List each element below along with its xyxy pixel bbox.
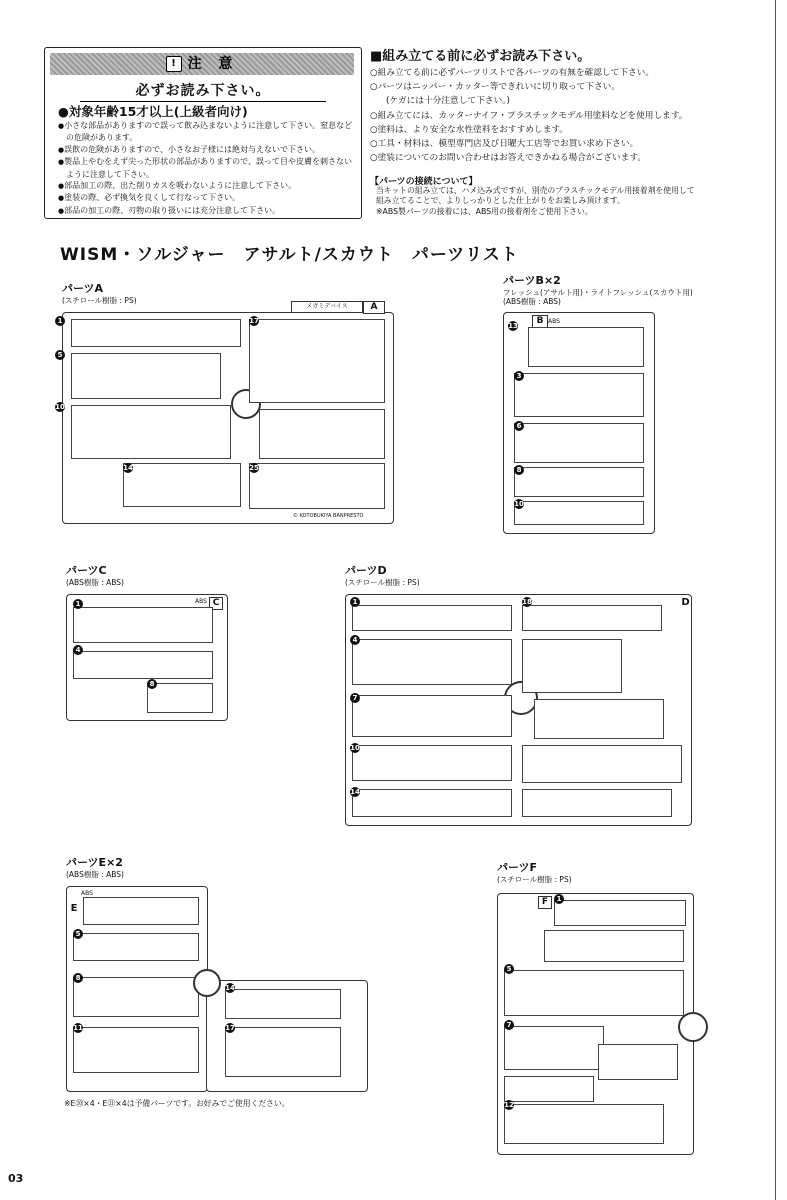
before-assembly-item: ○組み立てる前に必ずパーツリストで各パーツの有無を確認して下さい。	[370, 68, 655, 78]
sprue-a	[55, 302, 394, 524]
part-number-marker: 7	[504, 1020, 514, 1030]
before-assembly-item: ○塗料は、より安全な水性塗料をおすすめします。	[370, 124, 569, 135]
part-number-marker: 8	[73, 973, 83, 983]
caution-item: ● 小さな部品がありますので誤って飲み込まないように注意して下さい。窒息などの危険があります。	[58, 120, 356, 144]
sprue-b-desc: フレッシュ(アサルト用)・ライトフレッシュ(スカウト用)	[503, 288, 693, 297]
sprue-e-abs-mark: ABS	[81, 890, 93, 897]
age-notice: ●対象年齢15才以上(上級者向け)	[58, 104, 248, 119]
part-cell-block	[259, 409, 385, 459]
part-number-marker: 18	[522, 598, 532, 606]
part-number-marker: 4	[350, 635, 360, 645]
part-number-marker: 10	[55, 403, 65, 411]
sprue-c-label: パーツC	[66, 564, 107, 577]
part-number-marker: 3	[514, 371, 524, 381]
warning-triangle-icon: !	[166, 56, 182, 72]
connection-line: 当キットの組み立ては、ハメ込み式ですが、別売のプラスチックモデル用接着剤を使用して	[376, 186, 695, 195]
sprue-e-material: (ABS樹脂 : ABS)	[66, 870, 124, 879]
caution-item: ● 塗装の際、必ず換気を良くして行なって下さい。	[58, 192, 356, 204]
part-number-marker: 5	[55, 350, 65, 360]
part-number-marker: 7	[350, 693, 360, 703]
caution-title: 注 意	[187, 56, 239, 72]
sprue-gate-ring	[193, 969, 221, 997]
part-cell-row	[514, 467, 644, 497]
part-cell-row	[528, 327, 644, 367]
part-cell-row	[73, 1027, 199, 1073]
before-assembly-item: ○組み立てには、カッターナイフ・プラスチックモデル用塗料などを使用します。	[370, 110, 688, 121]
part-cell-row	[352, 789, 512, 817]
caution-item: ● 部品加工の際、出た削りカスを吸わないように注意して下さい。	[58, 180, 356, 192]
part-cell-row	[83, 897, 199, 925]
caution-item: ● 製品上やむをえず尖った形状の部品がありますので、誤って目や皮膚を刺さないように注意して下さい。	[58, 156, 356, 180]
caution-item: ● 誤飲の危険がありますので、小さなお子様には絶対与えないで下さい。	[58, 144, 356, 156]
part-cell-row	[554, 900, 686, 926]
sprue-c-material: (ABS樹脂 : ABS)	[66, 578, 124, 587]
before-assembly-item: (ケガには十分注意して下さい。)	[386, 96, 510, 107]
page-edge-line	[775, 0, 776, 1200]
part-cell-row	[504, 970, 684, 1016]
part-cell-row	[352, 639, 512, 685]
part-number-marker: 17	[249, 317, 259, 325]
part-number-marker: 10	[514, 500, 524, 508]
sprue-d-tag: D	[681, 597, 690, 608]
part-cell-row	[73, 977, 199, 1017]
before-assembly-list	[370, 66, 780, 165]
part-number-marker: 1	[55, 316, 65, 326]
before-assembly-item: ○工具・材料は、模型専門店及び日曜大工店等でお買い求め下さい。	[370, 139, 639, 150]
part-cell-row	[123, 463, 241, 507]
part-number-marker: 14	[350, 788, 360, 796]
part-number-marker: 6	[514, 421, 524, 431]
part-cell-row	[352, 745, 512, 781]
part-number-marker: 1	[73, 599, 83, 609]
parts-list-title: WISM・ソルジャー アサルト/スカウト パーツリスト	[60, 245, 519, 265]
part-cell-row	[73, 651, 213, 679]
part-cell-block	[249, 463, 385, 509]
part-number-marker: 4	[73, 645, 83, 655]
sprue-b-label: パーツB×2	[503, 274, 561, 287]
must-read-heading: 必ずお読み下さい。	[80, 80, 326, 102]
before-assembly-item: ○パーツはニッパー・カッター等できれいに切り取って下さい。	[370, 82, 621, 93]
part-cell-row	[504, 1026, 604, 1070]
sprue-d	[345, 594, 692, 826]
part-cell-block	[249, 319, 385, 403]
part-cell-row	[522, 789, 672, 817]
sprue-d-material: (スチロール樹脂 : PS)	[345, 578, 420, 587]
part-cell-row	[71, 319, 241, 347]
before-assembly-item: ○塗装についてのお問い合わせはお答えできかねる場合がございます。	[370, 153, 647, 164]
sprue-a-label: パーツA	[62, 282, 104, 295]
part-cell-row	[522, 639, 622, 693]
part-number-marker: 1	[350, 597, 360, 607]
page-number: 03	[8, 1172, 24, 1185]
part-number-marker: 8	[514, 465, 524, 475]
sprue-b-tag: B	[532, 315, 548, 328]
caution-list	[58, 120, 356, 217]
sprue-c-tag: C	[209, 597, 223, 610]
sprue-c-abs-mark: ABS	[195, 598, 207, 605]
part-number-marker: 5	[504, 964, 514, 974]
sprue-gate-ring	[678, 1012, 708, 1042]
caution-header	[50, 53, 354, 75]
sprue-b-material: (ABS樹脂 : ABS)	[503, 297, 561, 306]
part-cell-row	[225, 989, 341, 1019]
part-number-marker: 11	[73, 1024, 83, 1032]
part-cell-row	[514, 373, 644, 417]
before-assembly-title: ■組み立てる前に必ずお読み下さい。	[370, 49, 591, 64]
connection-title: 【パーツの接続について】	[370, 177, 478, 187]
sprue-e-left	[66, 886, 208, 1092]
connection-text	[376, 186, 776, 217]
sprue-a-copyright: © KOTOBUKIYA BANPRESTO	[293, 513, 364, 519]
part-number-marker: 5	[73, 929, 83, 939]
part-cell-row	[504, 1076, 594, 1102]
part-cell-row	[73, 607, 213, 643]
part-number-marker: 13	[508, 322, 518, 330]
part-number-marker: 10	[350, 744, 360, 752]
sprue-e-right	[206, 980, 368, 1092]
sprue-f-tag: F	[538, 896, 552, 909]
part-cell-row	[352, 605, 512, 631]
sprue-b-abs-mark: ABS	[548, 318, 560, 325]
part-cell-row	[522, 605, 662, 631]
sprue-a-tag: A	[363, 301, 385, 314]
spare-parts-note: ※E⑳×4・E㉑×4は予備パーツです。お好みでご使用ください。	[64, 1099, 290, 1108]
sprue-e-tag: E	[70, 903, 78, 914]
connection-line: 組み立てることで、よりしっかりとした仕上がりをお楽しみ頂けます。	[376, 196, 625, 206]
part-cell-row	[504, 1104, 664, 1144]
part-cell-row	[225, 1027, 341, 1077]
part-number-marker: 14	[225, 984, 235, 992]
sprue-f	[497, 893, 694, 1155]
part-cell-row	[147, 683, 213, 713]
connection-line: ※ABS製パーツの接着には、ABS用の接着剤をご使用下さい。	[376, 206, 593, 216]
sprue-d-label: パーツD	[345, 564, 387, 577]
part-cell-row	[514, 423, 644, 463]
sprue-e-label: パーツE×2	[66, 856, 123, 869]
part-number-marker: 14	[123, 464, 133, 472]
part-number-marker: 17	[225, 1024, 235, 1032]
part-number-marker: 8	[147, 679, 157, 689]
part-cell-row	[514, 501, 644, 525]
part-cell-row	[71, 405, 231, 459]
part-number-marker: 1	[554, 894, 564, 904]
part-number-marker: 12	[504, 1101, 514, 1109]
caution-item: ● 部品の加工の際、刃物の取り扱いには充分注意して下さい。	[58, 205, 356, 217]
part-number-marker: 25	[249, 464, 259, 472]
sprue-a-material: (スチロール樹脂 : PS)	[62, 296, 137, 305]
sprue-c	[66, 594, 228, 721]
part-cell-row	[71, 353, 221, 399]
part-cell-row	[352, 695, 512, 737]
sprue-f-label: パーツF	[497, 861, 538, 874]
part-cell-row	[598, 1044, 678, 1080]
part-cell-row	[73, 933, 199, 961]
part-cell-row	[522, 745, 682, 783]
part-cell-row	[544, 930, 684, 962]
sprue-a-header: メガミデバイス	[291, 301, 363, 312]
part-cell-row	[534, 699, 664, 739]
sprue-b	[503, 312, 655, 534]
sprue-f-material: (スチロール樹脂 : PS)	[497, 875, 572, 884]
